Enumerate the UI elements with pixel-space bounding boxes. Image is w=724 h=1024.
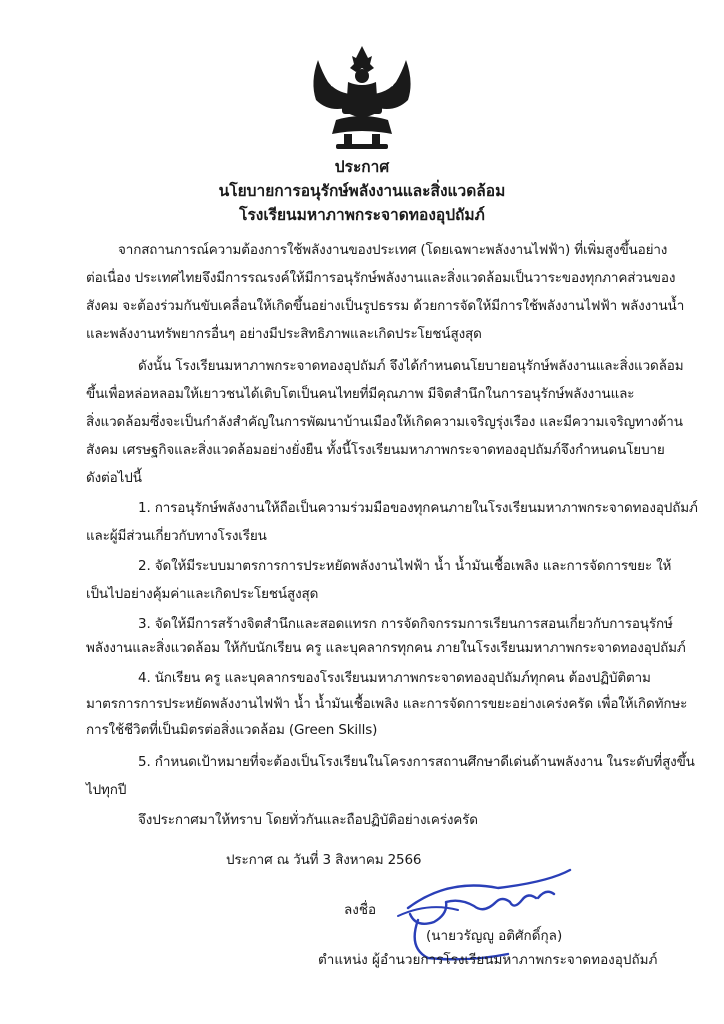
paragraph-1-line: จากสถานการณ์ความต้องการใช้พลังงานของประเทศ (โดยเฉพาะพลังงานไฟฟ้า) ที่เพิ่มสูงขึ้นอย่าง [118, 242, 668, 258]
signer-position: ตำแหน่ง ผู้อำนวยการโรงเรียนมหาภาพกระจาดทองอุปถัมภ์ [318, 952, 658, 968]
policy-item-2: 2. จัดให้มีระบบมาตรการการประหยัดพลังงานไฟฟ้า น้ำ น้ำมันเชื้อเพลิง และการจัดการขยะ ให้ [138, 558, 672, 574]
policy-item-4-cont: มาตรการการประหยัดพลังงานไฟฟ้า น้ำ น้ำมันเชื้อเพลิง และการจัดการขยะอย่างเคร่งครัด เพื่อให้เกิดทักษะ [86, 696, 688, 712]
paragraph-2-line: สังคม เศรษฐกิจและสิ่งแวดล้อมอย่างยั่งยืน ทั้งนี้โรงเรียนมหาภาพกระจาดทองอุปถัมภ์จึงกำหนดนโยบาย [86, 442, 665, 458]
policy-item-4: 4. นักเรียน ครู และบุคลากรของโรงเรียนมหาภาพกระจาดทองอุปถัมภ์ทุกคน ต้องปฏิบัติตาม [138, 670, 651, 686]
paragraph-1-line: สังคม จะต้องร่วมกันขับเคลื่อนให้เกิดขึ้นอย่างเป็นรูปธรรม ด้วยการจัดให้มีการใช้พลังงานไฟฟ้า พลังงานน้ำ [86, 298, 685, 314]
signer-name: (นายวรัญญู อติศักดิ์กุล) [426, 928, 563, 944]
paragraph-2-line: ดังนั้น โรงเรียนมหาภาพกระจาดทองอุปถัมภ์ จึงได้กำหนดนโยบายอนุรักษ์พลังงานและสิ่งแวดล้อม [138, 358, 684, 374]
policy-item-5-cont: ไปทุกปี [86, 782, 127, 798]
paragraph-2-line: ขึ้นเพื่อหล่อหลอมให้เยาวชนได้เติบโตเป็นคนไทยที่มีคุณภาพ มีจิตสำนึกในการอนุรักษ์พลังงานและ [86, 386, 635, 402]
closing-statement: จึงประกาศมาให้ทราบ โดยทั่วกันและถือปฏิบัติอย่างเคร่งครัด [138, 812, 478, 828]
paragraph-1-line: และพลังงานทรัพยากรอื่นๆ อย่างมีประสิทธิภาพและเกิดประโยชน์สูงสุด [86, 326, 482, 342]
policy-item-1-cont: และผู้มีส่วนเกี่ยวกับทางโรงเรียน [86, 528, 267, 544]
policy-item-1: 1. การอนุรักษ์พลังงานให้ถือเป็นความร่วมมือของทุกคนภายในโรงเรียนมหาภาพกระจาดทองอุปถัมภ์ [138, 500, 698, 516]
announcement-date: ประกาศ ณ วันที่ 3 สิงหาคม 2566 [226, 852, 422, 868]
paragraph-2-line: สิ่งแวดล้อมซึ่งจะเป็นกำลังสำคัญในการพัฒนาบ้านเมืองให้เกิดความเจริญรุ่งเรือง และมีความเจริญทางด้าน [86, 414, 683, 430]
policy-item-3: 3. จัดให้มีการสร้างจิตสำนึกและสอดแทรก การจัดกิจกรรมการเรียนการสอนเกี่ยวกับการอนุรักษ์ [138, 616, 673, 632]
policy-title: นโยบายการอนุรักษ์พลังงานและสิ่งแวดล้อม [218, 182, 506, 200]
policy-item-4-cont: การใช้ชีวิตที่เป็นมิตรต่อสิ่งแวดล้อม (Green Skills) [86, 722, 378, 738]
policy-item-5: 5. กำหนดเป้าหมายที่จะต้องเป็นโรงเรียนในโครงการสถานศึกษาดีเด่นด้านพลังงาน ในระดับที่สูงขึ้น [138, 754, 695, 770]
policy-item-3-cont: พลังงานและสิ่งแวดล้อม ให้กับนักเรียน ครู และบุคลากรทุกคน ภายในโรงเรียนมหาภาพกระจาดทองอุปถัมภ์ [86, 640, 686, 656]
signature-label: ลงชื่อ [344, 902, 377, 918]
paragraph-1-line: ต่อเนื่อง ประเทศไทยจึงมีการรณรงค์ให้มีการอนุรักษ์พลังงานและสิ่งแวดล้อมเป็นวาระของทุกภาคส่วนของ [86, 270, 676, 286]
paragraph-2-line: ดังต่อไปนี้ [86, 470, 142, 486]
announcement-heading: ประกาศ [334, 158, 390, 176]
policy-item-2-cont: เป็นไปอย่างคุ้มค่าและเกิดประโยชน์สูงสุด [86, 586, 319, 602]
garuda-emblem-icon [306, 42, 418, 152]
school-name: โรงเรียนมหาภาพกระจาดทองอุปถัมภ์ [239, 206, 485, 224]
